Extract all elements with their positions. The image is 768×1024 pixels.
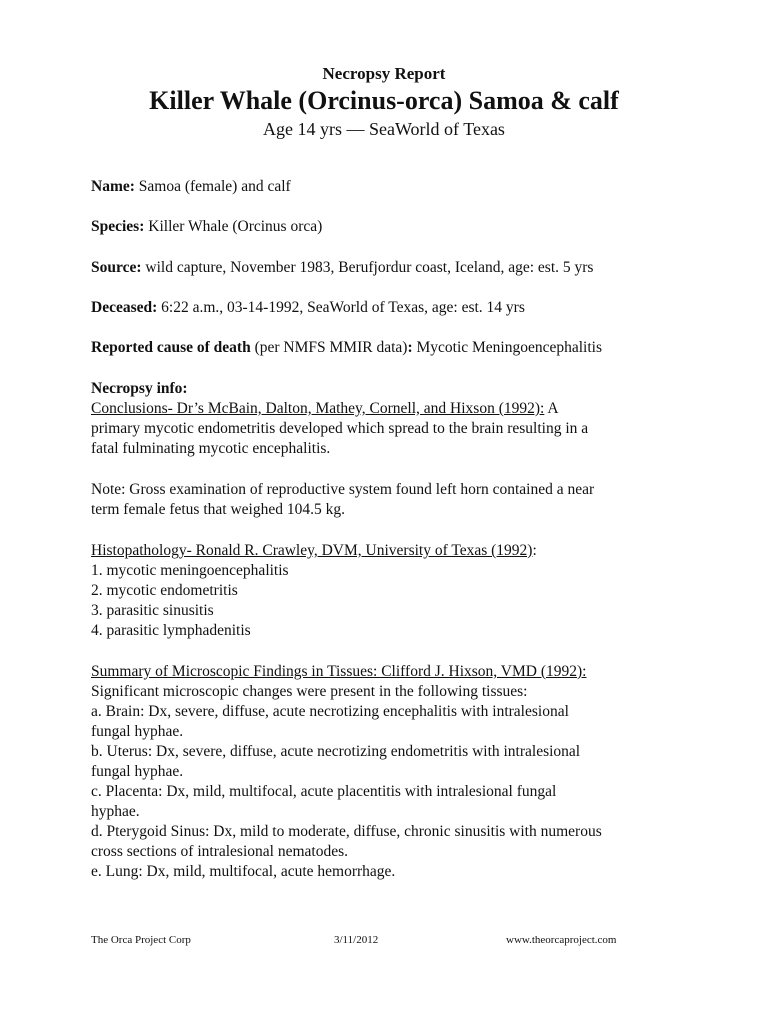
note-paragraph bbox=[91, 480, 681, 520]
summary-line: hyphae. bbox=[91, 803, 140, 820]
field-species bbox=[91, 217, 322, 237]
report-label: Necropsy Report bbox=[322, 64, 446, 83]
histopathology-item: 3. parasitic sinusitis bbox=[91, 602, 214, 619]
summary-line: a. Brain: Dx, severe, diffuse, acute necrotizing encephalitis with intralesional bbox=[91, 703, 569, 720]
note-line: term female fetus that weighed 104.5 kg. bbox=[91, 501, 345, 518]
summary-line: fungal hyphae. bbox=[91, 723, 184, 740]
summary-line: fungal hyphae. bbox=[91, 763, 184, 780]
field-species-value: Killer Whale (Orcinus orca) bbox=[148, 218, 323, 235]
field-cause-note: (per NMFS MMIR data) bbox=[254, 339, 408, 356]
field-name-label: Name: bbox=[91, 178, 135, 195]
page-subtitle: Age 14 yrs — SeaWorld of Texas bbox=[263, 119, 505, 139]
summary-title: Summary of Microscopic Findings in Tissues: Clifford J. Hixson, VMD (1992): bbox=[91, 663, 587, 680]
histopathology-section bbox=[91, 541, 681, 641]
field-source bbox=[91, 258, 593, 278]
footer-url: www.theorcaproject.com bbox=[506, 934, 617, 946]
summary-line: e. Lung: Dx, mild, multifocal, acute hemorrhage. bbox=[91, 863, 396, 880]
footer-date: 3/11/2012 bbox=[334, 934, 379, 946]
field-name bbox=[91, 177, 291, 197]
conclusions-paragraph bbox=[91, 399, 681, 419]
field-cause-value: Mycotic Meningoencephalitis bbox=[416, 339, 603, 356]
necropsy-section bbox=[91, 379, 681, 459]
field-cause-colon: : bbox=[407, 339, 413, 356]
histopathology-item: 2. mycotic endometritis bbox=[91, 582, 238, 599]
conclusions-line: A bbox=[544, 400, 559, 417]
field-cause bbox=[91, 338, 602, 358]
conclusions-line: fatal fulminating mycotic encephalitis. bbox=[91, 440, 331, 457]
field-deceased-label: Deceased: bbox=[91, 299, 158, 316]
necropsy-heading: Necropsy info: bbox=[91, 380, 188, 397]
page-title: Killer Whale (Orcinus-orca) Samoa & calf bbox=[149, 86, 619, 115]
histopathology-heading bbox=[91, 541, 681, 561]
summary-line: Significant microscopic changes were present in the following tissues: bbox=[91, 683, 528, 700]
summary-line: c. Placenta: Dx, mild, multifocal, acute placentitis with intralesional fungal bbox=[91, 783, 557, 800]
footer-org: The Orca Project Corp bbox=[91, 934, 191, 946]
field-source-label: Source: bbox=[91, 259, 142, 276]
summary-section bbox=[91, 662, 681, 882]
field-source-value: wild capture, November 1983, Berufjordur coast, Iceland, age: est. 5 yrs bbox=[145, 259, 594, 276]
summary-line: cross sections of intralesional nematodes. bbox=[91, 843, 348, 860]
histopathology-title: Histopathology- Ronald R. Crawley, DVM, University of Texas (1992) bbox=[91, 542, 533, 559]
field-species-label: Species: bbox=[91, 218, 145, 235]
field-name-value: Samoa (female) and calf bbox=[138, 178, 291, 195]
field-deceased-value: 6:22 a.m., 03-14-1992, SeaWorld of Texas, age: est. 14 yrs bbox=[161, 299, 525, 316]
field-cause-label: Reported cause of death bbox=[91, 339, 251, 356]
histopathology-item: 1. mycotic meningoencephalitis bbox=[91, 562, 289, 579]
conclusions-line: primary mycotic endometritis developed which spread to the brain resulting in a bbox=[91, 420, 589, 437]
summary-line: d. Pterygoid Sinus: Dx, mild to moderate, diffuse, chronic sinusitis with numerous bbox=[91, 823, 602, 840]
conclusions-title: Conclusions- Dr’s McBain, Dalton, Mathey, Cornell, and Hixson (1992): bbox=[91, 400, 545, 417]
histopathology-item: 4. parasitic lymphadenitis bbox=[91, 622, 251, 639]
field-deceased bbox=[91, 298, 525, 318]
histopathology-colon: : bbox=[532, 542, 537, 559]
summary-line: b. Uterus: Dx, severe, diffuse, acute necrotizing endometritis with intralesional bbox=[91, 743, 581, 760]
note-line: Note: Gross examination of reproductive system found left horn contained a near bbox=[91, 481, 595, 498]
